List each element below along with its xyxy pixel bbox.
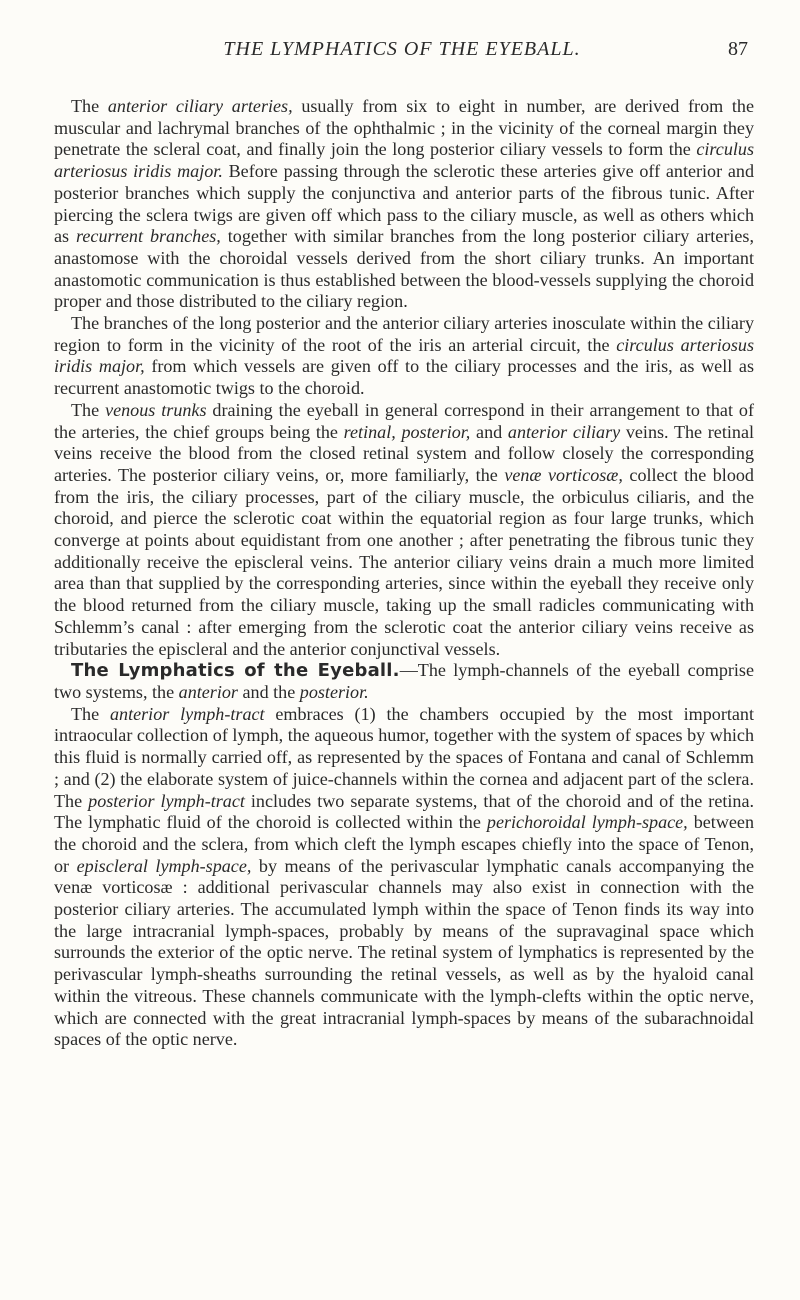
running-title: THE LYMPHATICS OF THE EYEBALL. (223, 38, 581, 60)
text-run: The (71, 96, 108, 116)
paragraph (54, 704, 754, 1051)
italic-term: perichoroidal lymph-space, (486, 812, 688, 833)
italic-term: venous trunks (105, 399, 207, 420)
text-run: —The lymph-channels of the eyeball comprise two systems, the (54, 660, 754, 702)
text-run: veins. The retinal veins receive the blood from the closed retinal system and follow closely the corresponding arteries. The posterior ciliary veins, or, more familiarly, the (54, 421, 754, 485)
text-run: between the choroid and the sclera, from which cleft the lymph escapes chiefly into the space of Tenon, or (54, 812, 754, 876)
text-run: The (71, 399, 106, 420)
paragraph (54, 400, 754, 660)
italic-term: circulus arteriosus iridis major. (54, 139, 754, 182)
italic-term: anterior ciliary arteries, (107, 96, 293, 116)
text-run: The branches of the long posterior and the anterior ciliary arteries inosculate within the ciliary region to form in the vicinity of the root of the iris an arterial circuit, the (54, 313, 754, 355)
text-run: and (470, 421, 508, 442)
text-run: includes two separate systems, that of the choroid and of the retina. The lymphatic fluid of the choroid is collected within the (54, 790, 755, 833)
text-run: and the (237, 681, 300, 702)
text-run: draining the eyeball in general correspond in their arrangement to that of the arteries, the chief groups being the (54, 399, 754, 442)
text-run: Before passing through the sclerotic these arteries give off anterior and posterior branches which supply the conjunctiva and anterior parts of the fibrous tunic. After piercing the sclera twigs are given off which pass to the ciliary muscle, as well as others which as (54, 161, 755, 247)
italic-term: circulus arteriosus iridis major, (54, 334, 754, 377)
paragraph (54, 313, 754, 400)
running-header (56, 38, 748, 68)
text-run: usually from six to eight in number, are derived from the muscular and lachrymal branches of the ophthalmic ; in the vicinity of the corneal margin they penetrate the scleral coat, and finally join the long posterior ciliary vessels to form the (54, 96, 755, 160)
section-heading: The Lymphatics of the Eyeball. (71, 660, 400, 682)
page-number: 87 (728, 38, 748, 60)
italic-term: anterior (178, 681, 238, 702)
body-text (54, 96, 754, 1051)
text-run: collect the blood from the iris, the ciliary processes, part of the ciliary muscle, the orbiculus ciliaris, and the choroid, and pierce the sclerotic coat within the equatorial region as four large trunks, which converge at points about equidistant from one another ; after penetrating the fibrous tunic they additionally receive the episcleral veins. The anterior ciliary veins drain a much more limited area than that supplied by the corresponding arteries, since within the eyeball they receive only the blood returned from the ciliary muscle, taking up the small radicles communicating with Schlemm’s canal : after emerging from the sclerotic coat the anterior ciliary veins receive as tributaries the episcleral and the anterior conjunctival vessels. (54, 464, 754, 659)
italic-term: retinal, posterior, (343, 421, 471, 442)
paragraph (54, 96, 754, 313)
italic-term: anterior ciliary (507, 421, 621, 442)
text-run: by means of the perivascular lymphatic canals accompanying the venæ vorticosæ : additional perivascular channels may also exist in connection with the posterior ciliary arteries. The accumulated lymph within the space of Tenon finds its way into the large intracranial lymph-spaces, probably by means of the supravaginal space which surrounds the exterior of the optic nerve. The retinal system of lymphatics is represented by the perivascular lymph-sheaths surrounding the retinal vessels, as well as by the hyaloid canal within the vitreous. These channels communicate with the lymph-clefts within the optic nerve, which are connected with the great intracranial lymph-spaces by means of the subarachnoidal spaces of the optic nerve. (54, 855, 754, 1050)
italic-term: recurrent branches, (76, 226, 221, 247)
text-run: The (71, 703, 110, 724)
italic-term: episcleral lymph-space, (76, 855, 252, 876)
paragraph (54, 660, 754, 703)
italic-term: anterior lymph-tract (109, 703, 265, 724)
italic-term: posterior. (299, 681, 369, 702)
italic-term: posterior lymph-tract (88, 790, 245, 811)
italic-term: venæ vorticosæ, (504, 464, 623, 485)
text-run: embraces (1) the chambers occupied by the most important intraocular collection of lymph, the aqueous humor, together with the system of spaces by which this fluid is normally carried off, as represented by the spaces of Fontana and canal of Schlemm ; and (2) the elaborate system of juice-channels within the cornea and adjacent part of the sclera. The (54, 703, 755, 811)
text-run: together with similar branches from the long posterior ciliary arteries, anastomose with the choroidal vessels derived from the short ciliary trunks. An important anastomotic communication is thus established between the blood-vessels supplying the choroid proper and those distributed to the ciliary region. (54, 226, 754, 312)
text-run: from which vessels are given off to the ciliary processes and the iris, as well as recurrent anastomotic twigs to the choroid. (54, 356, 755, 399)
